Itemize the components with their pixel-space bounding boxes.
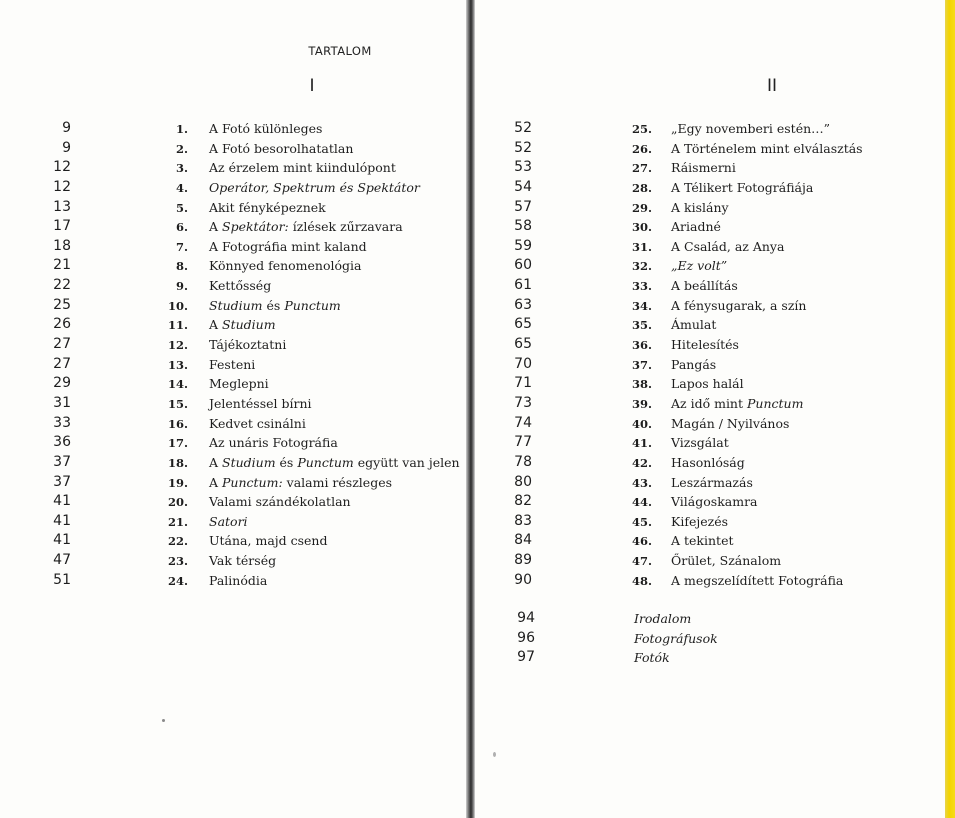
page-number: 9	[62, 139, 71, 156]
appendix-title: Fotók	[634, 650, 670, 666]
chapter-number: 34.	[631, 298, 652, 313]
chapter-title-part: Tájékoztatni	[209, 337, 287, 353]
page-number: 84	[514, 532, 532, 549]
chapter-title-part: Punctum	[746, 395, 804, 411]
chapter-title	[671, 394, 803, 414]
chapter-title	[671, 158, 736, 178]
page-edge-strip	[945, 0, 955, 818]
chapter-number: 12.	[167, 338, 188, 353]
chapter-title	[671, 512, 728, 532]
chapter-number: 26.	[631, 141, 652, 156]
chapter-title	[671, 492, 758, 512]
chapter-number: 30.	[631, 220, 652, 235]
page-number: 21	[53, 257, 71, 274]
chapter-number: 2.	[175, 141, 188, 156]
chapter-title	[671, 453, 745, 473]
chapter-number: 1.	[175, 122, 188, 136]
page-number: 78	[514, 453, 532, 470]
page-number: 41	[53, 493, 71, 510]
page-number: 51	[53, 571, 71, 588]
chapter-title-part: A	[209, 454, 223, 470]
chapter-number: 33.	[631, 279, 652, 294]
chapter-number: 36.	[631, 338, 652, 353]
chapter-number: 43.	[631, 475, 652, 490]
page-number: 29	[53, 375, 71, 392]
page-number: 59	[514, 237, 532, 254]
chapter-title	[671, 571, 843, 591]
page-number: 25	[53, 296, 71, 313]
chapter-title-part: Lapos halál	[671, 376, 744, 392]
chapter-title-part: Punctum	[297, 454, 354, 470]
page-number: 26	[53, 316, 71, 333]
chapter-title-part: ízlések zűrzavara	[288, 219, 403, 235]
chapter-title-part: A Fotó besorolhatatlan	[209, 140, 354, 156]
page-number: 83	[514, 512, 532, 529]
page-number: 31	[53, 394, 71, 411]
chapter-title-part: Az unáris Fotográfia	[209, 435, 338, 451]
chapter-title	[671, 315, 716, 335]
page-number: 54	[514, 178, 532, 195]
chapter-title-part: Hitelesítés	[671, 337, 739, 353]
chapter-number: 18.	[167, 455, 188, 470]
chapter-title	[671, 256, 727, 276]
page-number: 12	[53, 159, 71, 176]
chapter-title-part: Világoskamra	[671, 494, 758, 510]
appendix-title: Irodalom	[634, 611, 692, 626]
chapter-title-part: együtt van jelen	[353, 454, 460, 470]
page-number: 37	[53, 453, 71, 470]
chapter-title-part: A Történelem mint elválasztás	[671, 140, 863, 156]
chapter-number: 38.	[631, 377, 652, 392]
chapter-title-part: Punctum	[284, 297, 341, 313]
chapter-number: 37.	[631, 357, 652, 372]
chapter-title	[671, 276, 738, 296]
chapter-title-part: A Fotó különleges	[209, 121, 323, 136]
chapter-number: 10.	[167, 298, 188, 313]
page-number: 52	[514, 120, 532, 136]
chapter-number: 29.	[631, 200, 652, 215]
chapter-number: 13.	[167, 357, 188, 372]
page-number: 36	[53, 434, 71, 451]
chapter-title-part: Vizsgálat	[671, 435, 729, 451]
page-number: 63	[514, 296, 532, 313]
page-number: 22	[53, 277, 71, 294]
chapter-title	[671, 198, 729, 218]
chapter-number: 40.	[631, 416, 652, 431]
chapter-title-part: Ariadné	[671, 219, 721, 235]
chapter-number: 42.	[631, 455, 652, 470]
chapter-number: 25.	[631, 122, 652, 136]
page-number: 9	[62, 120, 71, 136]
page-number: 61	[514, 277, 532, 294]
chapter-title	[671, 374, 744, 394]
chapter-title	[671, 355, 716, 375]
paper-speck	[493, 752, 496, 757]
chapter-title-part: „Ez volt”	[671, 258, 728, 274]
chapter-title-part: A megszelídített Fotográfia	[671, 572, 844, 588]
chapter-title-part: A beállítás	[671, 278, 738, 294]
chapter-number: 3.	[175, 161, 188, 176]
chapter-title-part: A Fotográfia mint kaland	[209, 238, 367, 254]
chapter-title-part: Az idő mint	[671, 395, 747, 411]
chapter-number: 45.	[631, 514, 652, 529]
paper-speck	[162, 719, 165, 722]
section-number-right: II	[766, 76, 778, 96]
chapter-title-part: Hasonlóság	[671, 454, 745, 470]
chapter-number: 5.	[175, 200, 188, 215]
chapter-number: 32.	[631, 259, 652, 274]
page-number: 96	[517, 629, 535, 646]
chapter-title	[671, 139, 863, 159]
chapter-number: 47.	[631, 554, 652, 569]
chapter-title-part: Pangás	[671, 356, 717, 372]
chapter-title	[671, 433, 729, 453]
chapter-title-part: Studium	[222, 454, 276, 470]
page-number: 17	[53, 218, 71, 235]
page-number: 27	[53, 355, 71, 372]
chapter-title-part: A Család, az Anya	[671, 238, 785, 254]
page-number: 13	[53, 198, 71, 215]
chapter-title-part: A kislány	[671, 199, 729, 215]
chapter-number: 27.	[631, 161, 652, 176]
chapter-title	[671, 335, 739, 355]
chapter-title-part: Kettősség	[209, 278, 272, 294]
chapter-number: 14.	[167, 377, 188, 392]
chapter-title-part: Operátor, Spektrum és Spektátor	[209, 179, 420, 195]
chapter-number: 7.	[175, 239, 188, 254]
page-number: 80	[514, 473, 532, 490]
page-number: 57	[514, 198, 532, 215]
chapter-number: 8.	[175, 259, 188, 274]
appendix-title: Fotográfusok	[634, 630, 718, 646]
chapter-number: 9.	[175, 279, 188, 294]
chapter-number: 19.	[167, 475, 188, 490]
chapter-title-part: A tekintet	[671, 533, 734, 549]
page-number: 60	[514, 257, 532, 274]
chapter-title-part: Őrület, Szánalom	[671, 553, 782, 569]
chapter-title-part: Studium	[222, 317, 276, 333]
chapter-title-part: Spektátor:	[222, 219, 289, 235]
page-number: 73	[514, 394, 532, 411]
chapter-title-part: Studium	[209, 297, 263, 313]
page-number: 18	[53, 237, 71, 254]
chapter-number: 44.	[631, 495, 652, 510]
chapter-number: 39.	[631, 396, 652, 411]
chapter-title-part: Meglepni	[209, 376, 269, 392]
chapter-number: 41.	[631, 436, 652, 451]
chapter-number: 24.	[167, 573, 188, 588]
page-number: 77	[514, 434, 532, 451]
page-number: 27	[53, 336, 71, 353]
chapter-title-part: Satori	[209, 513, 248, 529]
chapter-title-part: Utána, majd csend	[209, 533, 328, 549]
chapter-title-part: Magán / Nyilvános	[671, 415, 790, 431]
chapter-title	[671, 414, 789, 434]
chapter-title-part: Festeni	[209, 356, 256, 372]
chapter-number: 35.	[631, 318, 652, 333]
chapter-title	[671, 296, 806, 316]
chapter-title-part: Az érzelem mint kiindulópont	[209, 160, 396, 176]
chapter-number: 16.	[167, 416, 188, 431]
chapter-title-part: A	[209, 219, 223, 235]
chapter-title-part: Jelentéssel bírni	[209, 395, 312, 411]
chapter-title	[671, 119, 830, 139]
chapter-number: 17.	[167, 436, 188, 451]
chapter-number: 20.	[167, 495, 188, 510]
chapter-title-part: valami részleges	[282, 474, 393, 490]
chapter-title-part: Leszármazás	[671, 474, 753, 490]
chapter-title-part: A	[209, 317, 223, 333]
chapter-number: 22.	[167, 534, 188, 549]
chapter-number: 6.	[175, 220, 188, 235]
chapter-title-part: Akit fényképeznek	[209, 199, 326, 215]
page-number: 94	[517, 610, 535, 626]
chapter-number: 21.	[167, 514, 188, 529]
chapter-title-part: Palinódia	[209, 572, 268, 588]
chapter-title-part: Kifejezés	[671, 513, 729, 529]
chapter-title-part: Vak térség	[209, 553, 277, 569]
page-number: 52	[514, 139, 532, 156]
chapter-title-part: Ráismerni	[671, 160, 736, 176]
page-number: 89	[514, 552, 532, 569]
chapter-number: 28.	[631, 180, 652, 195]
chapter-number: 31.	[631, 239, 652, 254]
chapter-title	[671, 217, 721, 237]
page-number: 53	[514, 159, 532, 176]
chapter-title-part: „Egy novemberi estén…”	[671, 121, 831, 136]
page-number: 41	[53, 512, 71, 529]
page-number: 47	[53, 552, 71, 569]
page-number: 65	[514, 336, 532, 353]
chapter-title-part: Könnyed fenomenológia	[209, 258, 362, 274]
chapter-title-part: Punctum:	[222, 474, 283, 490]
page-number: 71	[514, 375, 532, 392]
chapter-number: 11.	[167, 318, 188, 333]
page-number: 74	[514, 414, 532, 431]
page-number: 12	[53, 178, 71, 195]
page-number: 65	[514, 316, 532, 333]
chapter-number: 46.	[631, 534, 652, 549]
toc-title: TARTALOM	[308, 44, 372, 58]
chapter-title-part: A Télikert Fotográfiája	[671, 179, 814, 195]
chapter-number: 23.	[167, 554, 188, 569]
section-number-left: I	[309, 76, 315, 96]
page-number: 33	[53, 414, 71, 431]
chapter-title-part: Valami szándékolatlan	[209, 494, 351, 510]
page-number: 58	[514, 218, 532, 235]
chapter-title-part: Ámulat	[671, 317, 717, 333]
chapter-title-part: és	[262, 297, 285, 313]
chapter-title	[671, 473, 753, 493]
chapter-number: 48.	[631, 573, 652, 588]
page-number: 37	[53, 473, 71, 490]
chapter-number: 4.	[175, 180, 188, 195]
chapter-title	[671, 531, 734, 551]
chapter-number: 15.	[167, 396, 188, 411]
page-number: 82	[514, 493, 532, 510]
page-number: 41	[53, 532, 71, 549]
page-number: 70	[514, 355, 532, 372]
chapter-title	[671, 237, 784, 257]
chapter-title-part: A fénysugarak, a szín	[671, 297, 807, 313]
page-number: 90	[514, 571, 532, 588]
chapter-title-part: és	[275, 454, 298, 470]
chapter-title-part: Kedvet csinálni	[209, 415, 306, 431]
chapter-title-part: A	[209, 474, 223, 490]
page-number: 97	[517, 649, 535, 666]
chapter-title	[671, 178, 813, 198]
chapter-title	[671, 551, 781, 571]
